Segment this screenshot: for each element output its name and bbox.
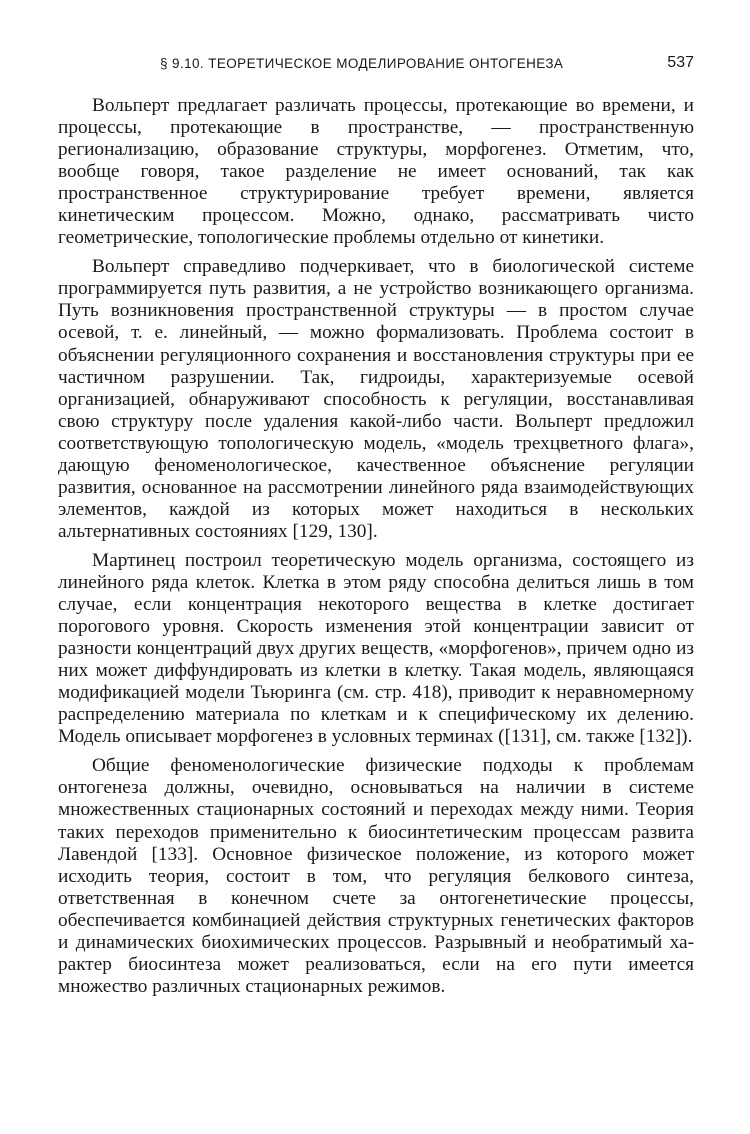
- running-title: § 9.10. ТЕОРЕТИЧЕСКОЕ МОДЕЛИРОВАНИЕ ОНТОГЕНЕЗА: [160, 56, 564, 71]
- paragraph: Общие феноменологические физические подходы к проблемам онтогенеза должны, очевидно, основываться на наличии в системе множественных стационарных состояний и переходах между ними. Теория таких переходов применительно к биосинтетическим процессам развита Лавендой [133]. Основное физическое положение, из которого может исходить теория, состоит в том, что регуляция белкового синтеза, ответственная в конечном счете за онтогенетические процессы, обеспечивается комбинацией действия структурных генетических факторов и динамических биохимических процессов. Разрывный и необратимый характер биосинтеза может реализоваться, если на его пути имеется множество различных стационарных режимов.: [58, 755, 694, 997]
- body-text: [58, 95, 694, 1005]
- paragraph: Вольперт справедливо подчеркивает, что в биологической системе программируется путь развития, а не устройство возникающего организма. Путь возникновения пространственной структуры — в простом случае осевой, т. е. линейный, — можно формализовать. Проблема состоит в объяснении регуляционного сохранения и восстановления структуры при ее частичном разрушении. Так, гидроиды, характеризуемые осевой организацией, обнаруживают способность к регуляции, восстанавливая свою структуру после удаления какой-либо части. Вольперт предложил соответствующую топологическую модель, «модель трехцветного флага», дающую феноменологическое, качественное объяснение регуляции развития, основанное на рассмотрении линейного ряда взаимодействующих элементов, каждой из которых может находиться в нескольких альтернативных состояниях [129, 130].: [58, 256, 694, 542]
- page-number: 537: [667, 54, 694, 71]
- running-head: [90, 54, 694, 78]
- paragraph: Мартинец построил теоретическую модель организма, состоящего из линейного ряда клеток. Клетка в этом ряду способна делиться лишь в том случае, если концентрация некоторого вещества в клетке достигает порогового уровня. Скорость изменения этой концентрации зависит от разности концентраций двух других веществ, «морфогенов», причем одно из них может диффундировать из клетки в клетку. Такая модель, являющаяся модификацией модели Тьюринга (см. стр. 418), приводит к неравномерному распределению материала по клеткам и к специфическому их делению. Модель описывает морфогенез в условных терминах ([131], см. также [132]).: [58, 549, 694, 748]
- paragraph: Вольперт предлагает различать процессы, протекающие во времени, и процессы, протекающие в пространстве, — пространственную регионализацию, образование структуры, морфогенез. Отметим, что, вообще говоря, такое разделение не имеет оснований, так как пространственное структурирование требует времени, является кинетическим процессом. Можно, однако, рассматривать чисто геометрические, топологические проблемы отдельно от кинетики.: [58, 95, 694, 249]
